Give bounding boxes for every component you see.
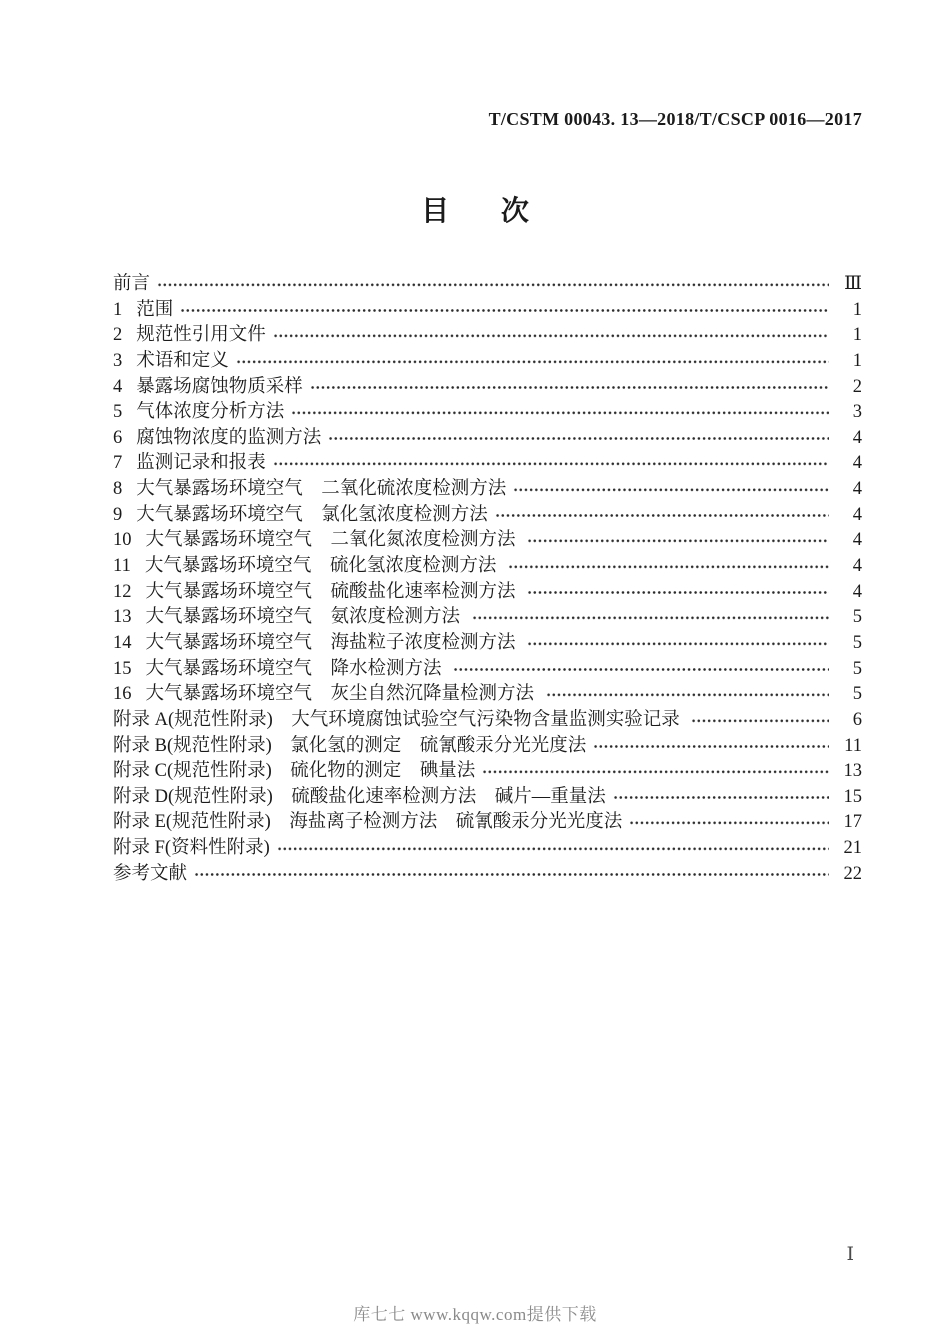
toc-page-number: 11	[844, 735, 862, 756]
toc-entry-number: 4	[113, 376, 123, 397]
toc-entry-title: 大气暴露场环境空气 二氧化氮浓度检测方法	[145, 530, 521, 551]
toc-entry	[113, 272, 862, 298]
toc-entry	[113, 734, 862, 760]
toc-entry-number: 1	[113, 299, 123, 320]
toc-entry-number: 13	[113, 607, 132, 628]
toc-page-number: 1	[852, 350, 862, 371]
toc-dot-leader	[472, 605, 829, 631]
toc-dot-leader	[194, 862, 829, 888]
toc-page-number: 1	[852, 299, 862, 320]
toc-page-number: 4	[852, 581, 862, 602]
toc-entry-title: 附录 E(规范性附录) 海盐离子检测方法 硫氰酸汞分光光度法	[113, 812, 623, 833]
toc-dot-leader	[691, 708, 829, 734]
toc-entry	[113, 554, 862, 580]
toc-entry	[113, 400, 862, 426]
toc-entry	[113, 605, 862, 631]
toc-page-number: 6	[852, 709, 862, 730]
toc-dot-leader	[527, 580, 829, 606]
toc-entry-title: 监测记录和报表	[136, 453, 266, 474]
toc-entry-number: 12	[113, 581, 132, 602]
toc-page-number: 22	[843, 863, 862, 884]
toc-entry-number: 5	[113, 402, 123, 423]
toc-entry-title: 大气暴露场环境空气 硫酸盐化速率检测方法	[145, 581, 521, 602]
toc-dot-leader	[546, 682, 829, 708]
toc-page-number: 4	[852, 530, 862, 551]
toc-entry-title: 大气暴露场环境空气 二氧化硫浓度检测方法	[136, 479, 507, 500]
toc-entry-number: 10	[113, 530, 132, 551]
toc-dot-leader	[513, 477, 829, 503]
toc-entry-number: 9	[113, 504, 123, 525]
standard-code-header: T/CSTM 00043. 13—2018/T/CSCP 0016—2017	[488, 109, 862, 129]
toc-entry-title: 附录 A(规范性附录) 大气环境腐蚀试验空气污染物含量监测实验记录	[113, 709, 685, 730]
toc-entry-title: 参考文献	[113, 863, 188, 884]
watermark-text: 库七七 www.kqqw.com提供下载	[353, 1305, 597, 1324]
table-of-contents	[113, 272, 862, 887]
toc-page-number: 5	[852, 607, 862, 628]
toc-entry	[113, 657, 862, 683]
toc-dot-leader	[328, 426, 829, 452]
toc-dot-leader	[527, 631, 829, 657]
toc-entry	[113, 836, 862, 862]
toc-dot-leader	[180, 298, 829, 324]
toc-entry-title: 大气暴露场环境空气 氨浓度检测方法	[145, 607, 465, 628]
toc-entry-number: 3	[113, 350, 123, 371]
toc-entry	[113, 375, 862, 401]
toc-page-number: 21	[843, 838, 862, 859]
toc-entry	[113, 682, 862, 708]
toc-entry-title: 术语和定义	[136, 350, 229, 371]
toc-entry	[113, 298, 862, 324]
toc-entry-title: 暴露场腐蚀物质采样	[136, 376, 303, 397]
toc-entry-title: 大气暴露场环境空气 海盐粒子浓度检测方法	[145, 632, 521, 653]
toc-entry	[113, 323, 862, 349]
toc-page-number: 5	[852, 632, 862, 653]
toc-dot-leader	[629, 810, 829, 836]
toc-dot-leader	[157, 272, 829, 298]
toc-entry-title: 大气暴露场环境空气 灰尘自然沉降量检测方法	[145, 684, 539, 705]
toc-entry-title: 大气暴露场环境空气 硫化氢浓度检测方法	[144, 556, 501, 577]
toc-entry	[113, 451, 862, 477]
toc-page-number: 2	[852, 376, 862, 397]
toc-page-number: 17	[843, 812, 862, 833]
toc-entry	[113, 528, 862, 554]
toc-entry-number: 14	[113, 632, 132, 653]
toc-dot-leader	[508, 554, 829, 580]
toc-dot-leader	[273, 323, 829, 349]
toc-entry-number: 6	[113, 427, 123, 448]
toc-entry-title: 大气暴露场环境空气 氯化氢浓度检测方法	[136, 504, 488, 525]
toc-entry-title: 大气暴露场环境空气 降水检测方法	[145, 658, 447, 679]
toc-page-number: 4	[852, 453, 862, 474]
toc-entry	[113, 759, 862, 785]
toc-page-number: 3	[852, 402, 862, 423]
toc-entry-title: 前言	[113, 274, 151, 294]
toc-entry-title: 附录 C(规范性附录) 硫化物的测定 碘量法	[113, 761, 476, 782]
toc-entry-number: 15	[113, 658, 132, 679]
toc-dot-leader	[482, 759, 829, 785]
page-number: Ⅰ	[846, 1244, 854, 1265]
toc-dot-leader	[453, 657, 829, 683]
toc-page-number: 15	[843, 786, 862, 807]
toc-page-number: 13	[843, 761, 862, 782]
toc-dot-leader	[310, 375, 829, 401]
toc-entry	[113, 503, 862, 529]
toc-entry	[113, 810, 862, 836]
toc-entry-title: 附录 B(规范性附录) 氯化氢的测定 硫氰酸汞分光光度法	[113, 735, 587, 756]
toc-page-number: 5	[852, 684, 862, 705]
toc-entry-title: 气体浓度分析方法	[136, 402, 285, 423]
toc-entry-title: 规范性引用文件	[136, 325, 266, 346]
toc-entry	[113, 580, 862, 606]
page-title: 目 次	[421, 195, 529, 226]
toc-entry	[113, 785, 862, 811]
toc-entry	[113, 862, 862, 888]
toc-entry	[113, 708, 862, 734]
toc-page-number: 1	[852, 325, 862, 346]
toc-page-number: 4	[852, 504, 862, 525]
toc-entry-title: 附录 D(规范性附录) 硫酸盐化速率检测方法 碱片—重量法	[113, 786, 606, 807]
toc-dot-leader	[495, 503, 829, 529]
toc-entry-title: 范围	[136, 299, 174, 320]
toc-entry-number: 2	[113, 325, 123, 346]
toc-dot-leader	[273, 451, 829, 477]
toc-dot-leader	[527, 528, 829, 554]
toc-page-number: 5	[852, 658, 862, 679]
toc-page-number: 4	[852, 556, 862, 577]
toc-entry-number: 11	[113, 556, 131, 577]
toc-dot-leader	[277, 836, 829, 862]
toc-page-number: 4	[852, 479, 862, 500]
toc-dot-leader	[291, 400, 829, 426]
toc-dot-leader	[236, 349, 829, 375]
toc-entry-number: 16	[113, 684, 132, 705]
toc-page-number: Ⅲ	[844, 274, 862, 294]
toc-dot-leader	[593, 734, 829, 760]
toc-entry-title: 附录 F(资料性附录)	[113, 838, 270, 859]
toc-entry	[113, 349, 862, 375]
toc-entry-title: 腐蚀物浓度的监测方法	[136, 427, 322, 448]
toc-entry-number: 7	[113, 453, 123, 474]
toc-entry	[113, 426, 862, 452]
toc-dot-leader	[613, 785, 829, 811]
toc-entry	[113, 631, 862, 657]
toc-entry-number: 8	[113, 479, 123, 500]
toc-page-number: 4	[852, 427, 862, 448]
toc-entry	[113, 477, 862, 503]
